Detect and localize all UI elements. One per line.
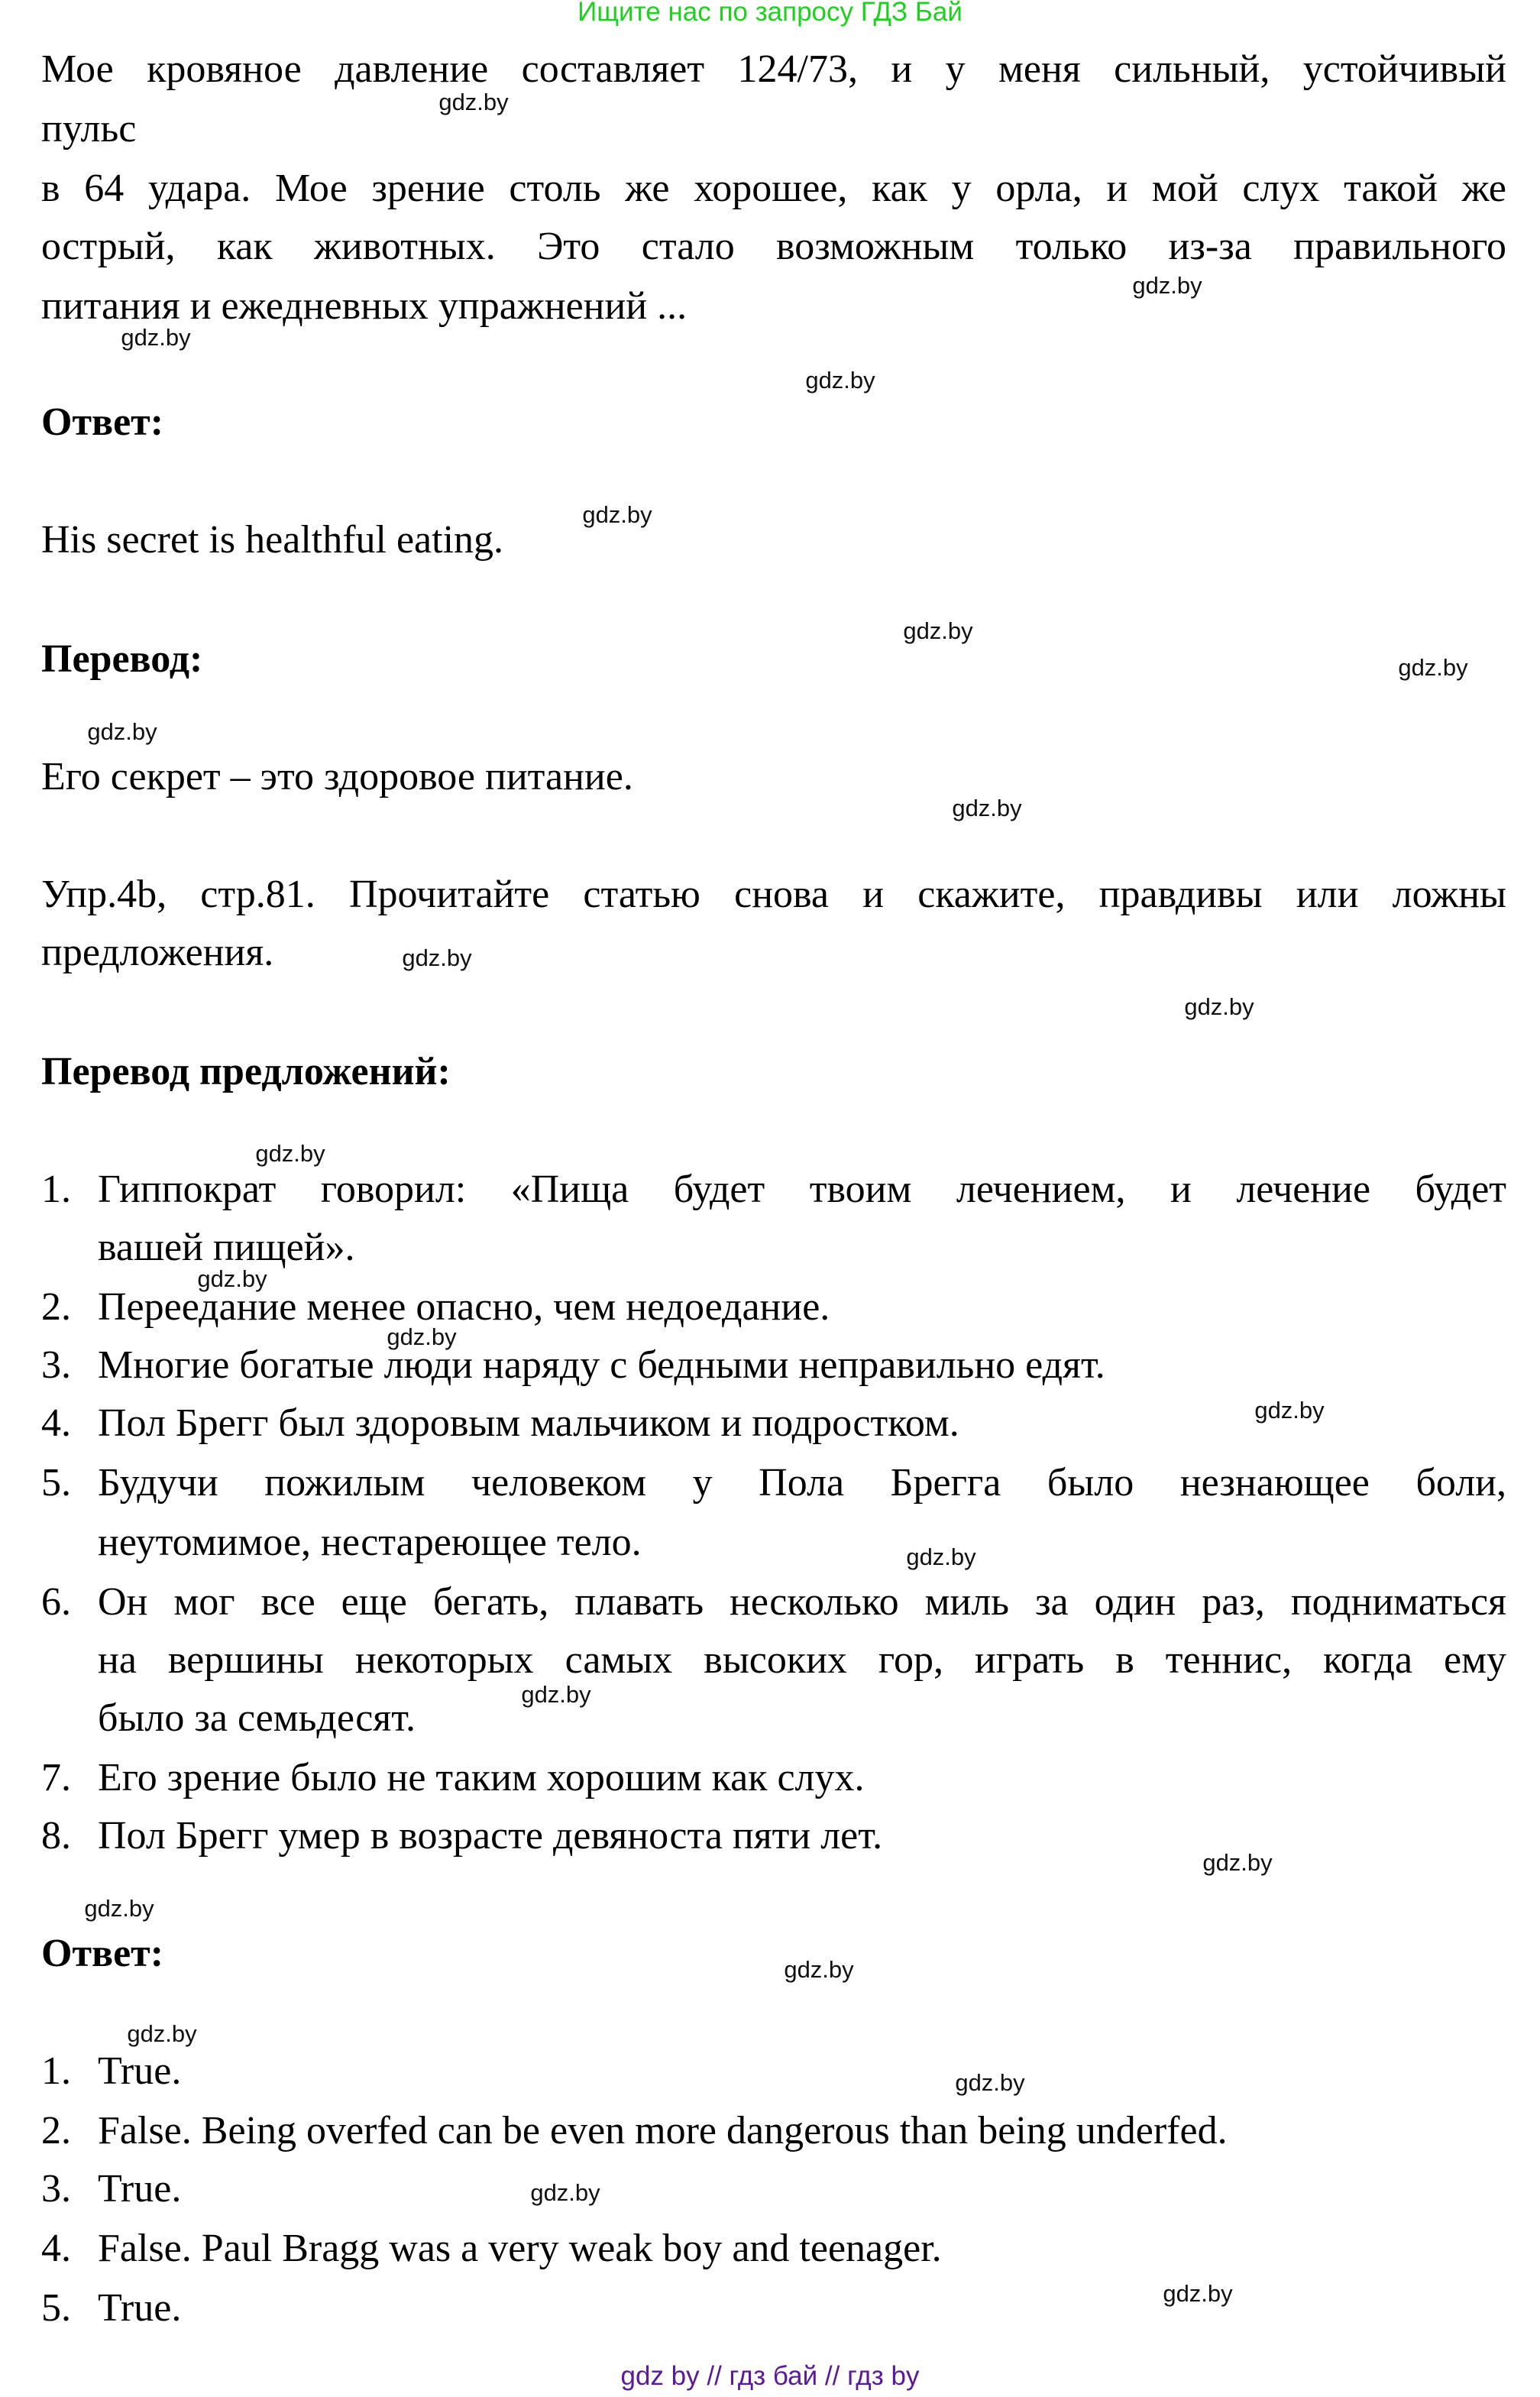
intro-line: пульс: [41, 107, 137, 151]
watermark: gdz.by: [387, 1323, 457, 1350]
answer-heading: Ответ:: [41, 1932, 164, 1975]
header-banner[interactable]: Ищите нас по запросу ГДЗ Бай: [578, 0, 962, 27]
answer-item: True.: [98, 2049, 182, 2093]
list-number: 4.: [41, 1401, 71, 1445]
intro-line: острый, как животных. Это стало возможным только из-за правильного: [41, 225, 1506, 268]
watermark: gdz.by: [903, 617, 973, 644]
watermark: gdz.by: [952, 795, 1022, 821]
answer-item: True.: [98, 2167, 182, 2211]
watermark: gdz.by: [87, 718, 157, 745]
watermark: gdz.by: [521, 1681, 591, 1708]
list-number: 1.: [41, 2049, 71, 2093]
watermark: gdz.by: [1163, 2280, 1233, 2307]
answer-item: False. Paul Bragg was a very weak boy and teenager.: [98, 2227, 942, 2270]
answer-item: False. Being overfed can be even more dangerous than being underfed.: [98, 2109, 1228, 2152]
list-item: на вершины некоторых самых высоких гор, играть в теннис, когда ему: [98, 1638, 1506, 1682]
list-number: 3.: [41, 2167, 71, 2211]
watermark: gdz.by: [1202, 1849, 1273, 1876]
list-number: 8.: [41, 1814, 71, 1858]
translation-heading: Перевод:: [41, 637, 203, 681]
list-item: Многие богатые люди наряду с бедными неправильно едят.: [98, 1343, 1105, 1387]
list-number: 4.: [41, 2227, 71, 2270]
list-number: 6.: [41, 1580, 71, 1624]
watermark: gdz.by: [1184, 993, 1254, 1020]
watermark: gdz.by: [955, 2069, 1025, 2096]
watermark: gdz.by: [255, 1140, 325, 1167]
list-item: Будучи пожилым человеком у Пола Брегга было незнающее боли,: [98, 1461, 1506, 1505]
watermark: gdz.by: [1132, 272, 1202, 299]
watermark: gdz.by: [84, 1895, 154, 1922]
list-item: Пол Брегг был здоровым мальчиком и подростком.: [98, 1401, 959, 1445]
translation-text: Его секрет – это здоровое питание.: [41, 755, 633, 798]
watermark: gdz.by: [530, 2179, 600, 2206]
watermark: gdz.by: [582, 501, 652, 528]
list-number: 5.: [41, 2286, 71, 2330]
watermark: gdz.by: [127, 2020, 197, 2047]
exercise-line: Упр.4b, стр.81. Прочитайте статью снова и скажите, правдивы или ложны: [41, 873, 1506, 916]
list-item: Он мог все еще бегать, плавать несколько миль за один раз, подниматься: [98, 1580, 1506, 1624]
watermark: gdz.by: [1398, 654, 1468, 681]
list-item: было за семьдесят.: [98, 1696, 416, 1740]
footer-links[interactable]: gdz by // гдз бай // гдз by: [620, 2361, 920, 2391]
answer-text: His secret is healthful eating.: [41, 518, 504, 562]
exercise-line: предложения.: [41, 931, 274, 974]
list-number: 3.: [41, 1343, 71, 1387]
watermark: gdz.by: [438, 89, 509, 115]
watermark: gdz.by: [121, 324, 191, 351]
answer-item: True.: [98, 2286, 182, 2330]
list-number: 1.: [41, 1168, 71, 1211]
watermark: gdz.by: [784, 1956, 854, 1983]
list-item: Переедание менее опасно, чем недоедание.: [98, 1285, 830, 1329]
list-item: неутомимое, нестареющее тело.: [98, 1521, 642, 1564]
list-item: Пол Брегг умер в возрасте девяноста пяти лет.: [98, 1814, 883, 1858]
watermark: gdz.by: [402, 944, 472, 971]
intro-line: питания и ежедневных упражнений ...: [41, 284, 688, 328]
answer-heading: Ответ:: [41, 400, 164, 444]
watermark: gdz.by: [1254, 1397, 1325, 1424]
list-number: 2.: [41, 1285, 71, 1329]
list-item: вашей пищей».: [98, 1226, 355, 1269]
list-number: 2.: [41, 2109, 71, 2152]
intro-line: Мое кровяное давление составляет 124/73, и у меня сильный, устойчивый: [41, 47, 1506, 91]
watermark: gdz.by: [197, 1265, 267, 1292]
sentences-heading: Перевод предложений:: [41, 1050, 451, 1093]
intro-line: в 64 удара. Мое зрение столь же хорошее, как у орла, и мой слух такой же: [41, 167, 1506, 210]
list-number: 5.: [41, 1461, 71, 1505]
list-item: Его зрение было не таким хорошим как слух.: [98, 1756, 865, 1799]
watermark: gdz.by: [805, 367, 875, 394]
watermark: gdz.by: [906, 1543, 976, 1570]
list-item: Гиппократ говорил: «Пища будет твоим лечением, и лечение будет: [98, 1168, 1506, 1211]
list-number: 7.: [41, 1756, 71, 1799]
